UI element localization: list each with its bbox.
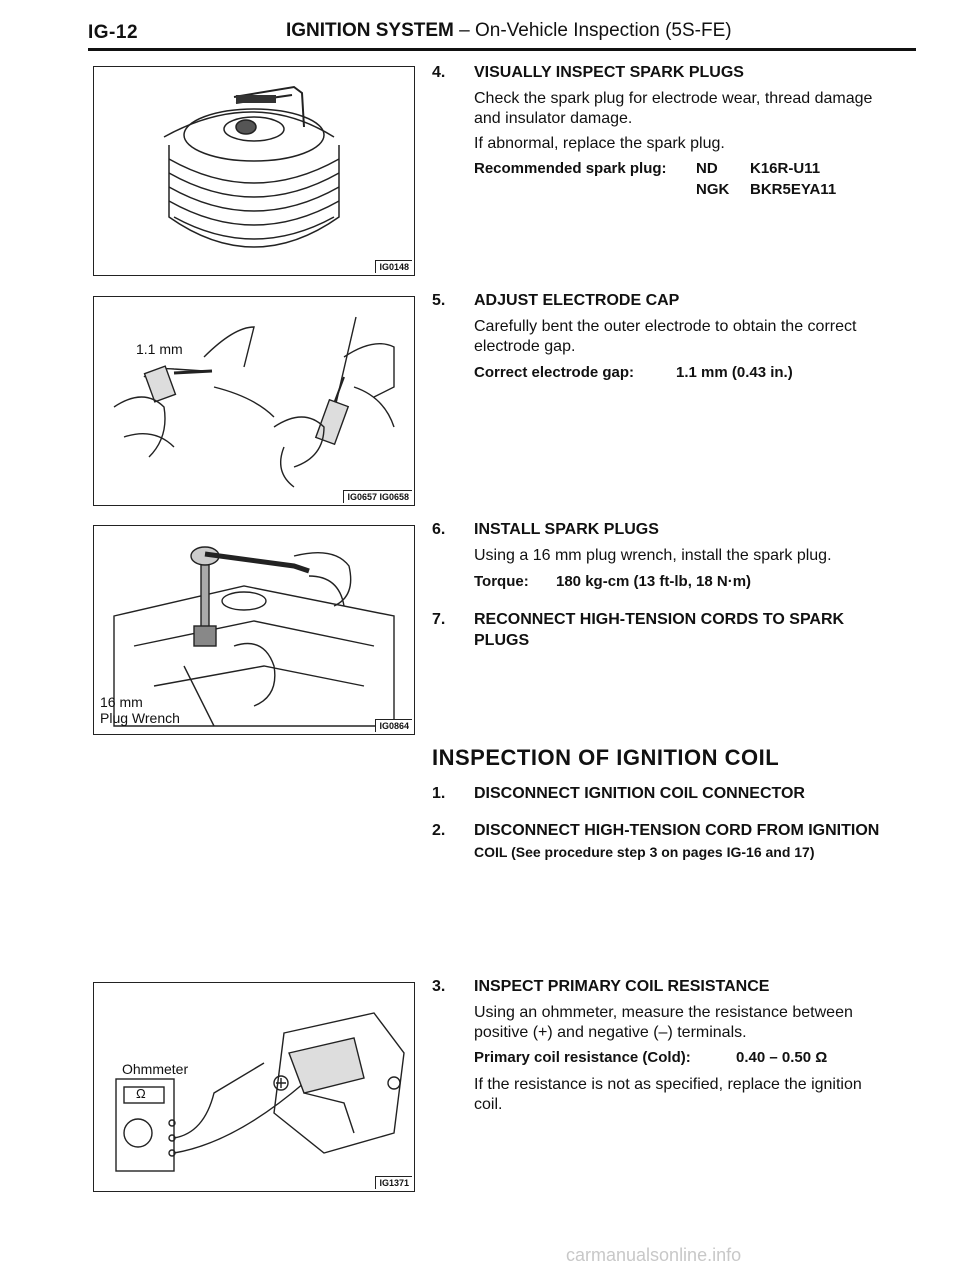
page-title-bold: IGNITION SYSTEM [286,20,454,41]
coil-step-3-body-4: coil. [474,1096,503,1113]
coil-step-3-heading: INSPECT PRIMARY COIL RESISTANCE [474,978,770,995]
step-5-spec-value: 1.1 mm (0.43 in.) [676,364,793,381]
step-4-body-2: and insulator damage. [474,110,633,127]
step-4-spec-part-2: BKR5EYA11 [750,181,837,198]
figure-coil-ohmmeter [93,982,415,1192]
electrode-gap-illustration [94,297,414,505]
coil-step-3-body-1: Using an ohmmeter, measure the resistance between [474,1004,853,1021]
figure-electrode-gap [93,296,415,506]
coil-section-title: INSPECTION OF IGNITION COIL [432,745,780,770]
coil-step-3-body-3: If the resistance is not as specified, replace the ignition [474,1076,862,1093]
gap-callout: 1.1 mm [136,341,183,357]
coil-step-3-spec-label: Primary coil resistance (Cold): [474,1049,691,1066]
step-4-spec-label: Recommended spark plug: [474,160,667,177]
step-5-number: 5. [432,292,446,309]
step-6-heading: INSTALL SPARK PLUGS [474,521,659,538]
coil-step-1-number: 1. [432,785,446,802]
step-5-body-2: electrode gap. [474,338,576,355]
step-7-heading-2: PLUGS [474,632,530,649]
coil-step-3-number: 3. [432,978,446,995]
step-5-body-1: Carefully bent the outer electrode to obtain the correct [474,318,857,335]
step-5-spec-label: Correct electrode gap: [474,364,635,381]
figure-label: IG0864 [375,719,412,732]
figure-label: IG0148 [375,260,412,273]
coil-step-2-heading-2: COIL (See procedure step 3 on pages IG-16 and 17) [474,844,815,860]
figure-label: IG1371 [375,1176,412,1189]
step-6-number: 6. [432,521,446,538]
step-4-heading: VISUALLY INSPECT SPARK PLUGS [474,64,744,81]
page-title-rest: – On-Vehicle Inspection (5S-FE) [453,20,732,41]
step-4-spec-brand-1: ND [696,160,718,177]
ohmmeter-callout: Ohmmeter [122,1061,189,1077]
ohm-symbol: Ω [136,1086,146,1101]
coil-step-3-body-2: positive (+) and negative (–) terminals. [474,1024,747,1041]
page-id: IG-12 [88,22,139,43]
step-4-body-3: If abnormal, replace the spark plug. [474,135,725,152]
page-title [286,20,732,42]
step-4-number: 4. [432,64,446,81]
step-4-spec-brand-2: NGK [696,181,730,198]
wrench-size: 16 mm [100,694,143,710]
step-6-spec-value: 180 kg-cm (13 ft-lb, 18 N·m) [556,573,752,590]
coil-step-2-heading-1: DISCONNECT HIGH-TENSION CORD FROM IGNITION [474,822,880,839]
coil-step-3-spec-value: 0.40 – 0.50 Ω [736,1049,828,1066]
step-6-body-1: Using a 16 mm plug wrench, install the spark plug. [474,547,832,564]
step-7-heading-1: RECONNECT HIGH-TENSION CORDS TO SPARK [474,611,845,628]
step-4-body-1: Check the spark plug for electrode wear, thread damage [474,90,873,107]
wrench-name: Plug Wrench [100,710,180,726]
coil-step-2-number: 2. [432,822,446,839]
spark-plug-illustration [94,67,414,275]
figure-plug-wrench [93,525,415,735]
header-rule [88,48,916,51]
step-7-number: 7. [432,611,446,628]
coil-step-1-heading: DISCONNECT IGNITION COIL CONNECTOR [474,785,805,802]
watermark: carmanualsonline.info [566,1245,742,1265]
figure-label: IG0657 IG0658 [343,490,412,503]
step-6-spec-label: Torque: [474,573,529,590]
step-4-spec-part-1: K16R-U11 [750,160,821,177]
figure-spark-plug-inspection [93,66,415,276]
wrench-callout [100,694,180,726]
step-5-heading: ADJUST ELECTRODE CAP [474,292,680,309]
